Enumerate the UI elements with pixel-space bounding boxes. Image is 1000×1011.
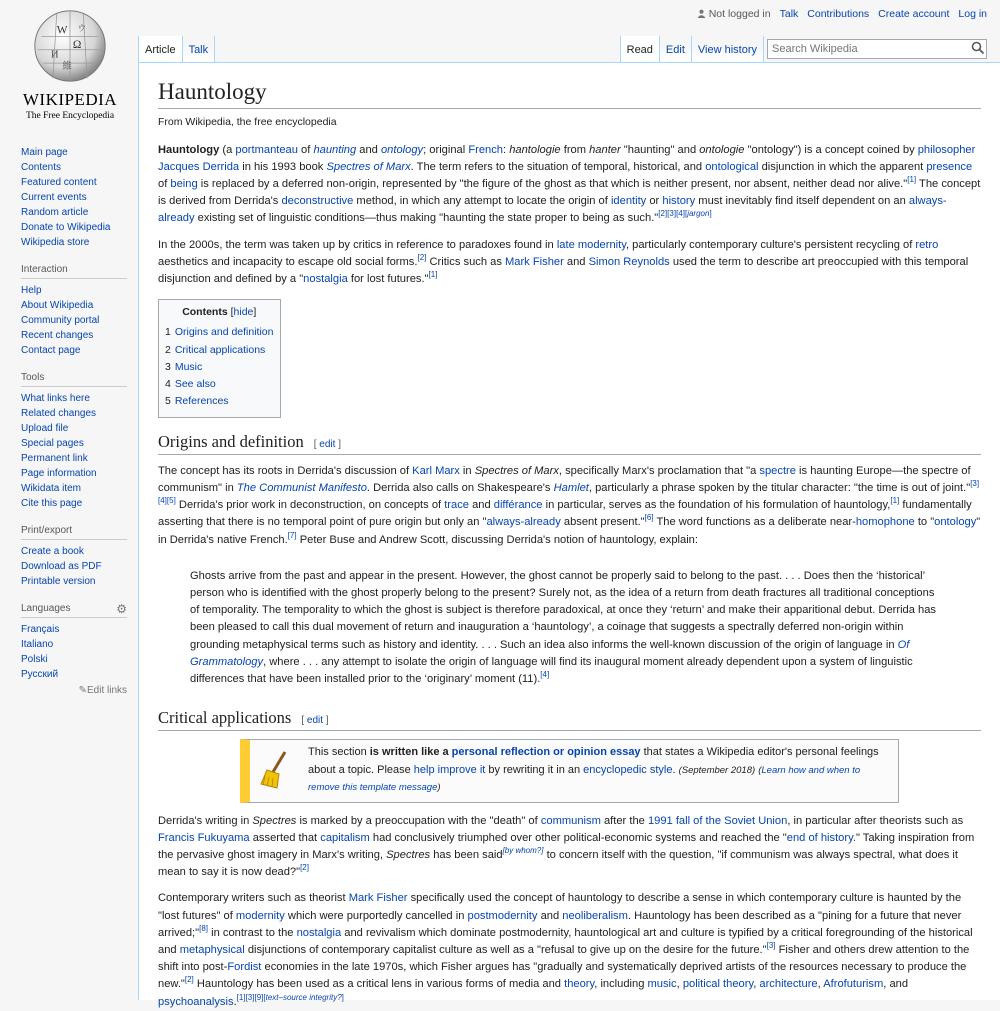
language-link-pl[interactable]: Polski (21, 654, 48, 665)
sidebar-item-create-book[interactable]: Create a book (21, 546, 84, 557)
contributions-link[interactable]: Contributions (807, 8, 870, 20)
pencil-icon: ✎ (78, 685, 87, 696)
sidebar-item-special-pages[interactable]: Special pages (21, 438, 84, 449)
sidebar-item-cite-this-page[interactable]: Cite this page (21, 498, 83, 509)
log-in-link[interactable]: Log in (958, 8, 987, 20)
portal-heading: Tools (21, 372, 127, 387)
sidebar-item-upload-file[interactable]: Upload file (21, 423, 69, 434)
talk-link[interactable]: Talk (779, 8, 799, 20)
portal-heading: Languages ⚙ (21, 602, 127, 616)
help-improve-link[interactable]: help improve it (413, 763, 486, 776)
cleanup-notice (240, 739, 899, 803)
not-logged-in: Not logged in (697, 8, 771, 20)
gear-icon[interactable]: ⚙ (116, 602, 127, 616)
wordmark: WIKIPEDIA (22, 90, 118, 109)
toc-item[interactable]: 5 References (165, 395, 229, 408)
main-content (138, 62, 1000, 1008)
toc-hide-link[interactable]: hide (233, 306, 254, 319)
svg-text:W: W (56, 24, 68, 37)
language-link-it[interactable]: Italiano (21, 639, 54, 650)
svg-text:Ω: Ω (72, 38, 82, 51)
sidebar-item-what-links-here[interactable]: What links here (21, 393, 90, 404)
view-tabs (620, 36, 764, 62)
tab-talk[interactable]: Talk (183, 36, 216, 62)
sidebar-item-about[interactable]: About Wikipedia (21, 300, 94, 311)
sidebar-item-download-pdf[interactable]: Download as PDF (21, 561, 102, 572)
toc-item[interactable]: 1 Origins and definition (165, 326, 274, 339)
origins-paragraph: The concept has its roots in Derrida's discussion of Karl Marx in Spectres of Marx, specifically Marx's proclamation that "a spectre is haunting Europe—the spectre of communism" in The Communist Manifesto. Derrida also calls on Shakespeare's Hamlet, particularly a phrase spoken by the titular character: "the time is out of joint."[3][4][5] Derrida's prior work in deconstruction, on concepts of trace and différance in particular, serves as the foundation of his formulation of hauntology,[1] fundamentally asserting that there is no temporal point of pure origin but only an "always-already absent present."[6] The word functions as a deliberate near-homophone to "ontology" in Derrida's native French.[7] Peter Buse and Andrew Scott, discussing Derrida's notion of hauntology, explain: (158, 464, 981, 546)
sidebar-item-page-information[interactable]: Page information (21, 468, 97, 479)
nav-portal (21, 145, 127, 250)
interaction-portal (21, 264, 127, 358)
lead-paragraph-1: Hauntology (a portmanteau of haunting and ontology; original French: hantologie from hanter "haunting" and ontologie "ontology") is a concept coined by philosopher Jacques Derrida in his 1993 book Spectres of Marx. The term refers to the situation of temporal, historical, and ontological disjunction in which the apparent presence of being is replaced by a deferred non-origin, represented by "the figure of the ghost as that which is neither present, nor absent, neither dead nor alive."[1] The concept is derived from Derrida's deconstructive method, in which any attempt to locate the origin of identity or history must inevitably find itself dependent on an always-already existing set of linguistic conditions—thus making "haunting the state proper to being as such."[2][3][4][jargon] (158, 143, 981, 225)
search-input[interactable] (767, 39, 987, 59)
tab-article[interactable]: Article (138, 36, 183, 62)
table-of-contents (158, 299, 281, 417)
sidebar-item-random-article[interactable]: Random article (21, 207, 89, 218)
namespace-tabs (138, 36, 215, 62)
tab-view-history[interactable]: View history (692, 36, 764, 62)
language-link-ru[interactable]: Русский (21, 669, 59, 680)
sidebar-item-contents[interactable]: Contents (21, 162, 62, 173)
svg-text:維: 維 (62, 61, 72, 72)
toc-item[interactable]: 3 Music (165, 360, 203, 373)
sidebar-item-contact-page[interactable]: Contact page (21, 345, 81, 356)
toc-title: Contents [hide] (182, 306, 257, 319)
languages-portal (21, 603, 127, 696)
tools-portal (21, 372, 127, 511)
section-heading-origins: Origins and definition [ edit ] (158, 432, 981, 455)
edit-links[interactable]: ✎Edit links (78, 685, 127, 696)
sidebar-item-permanent-link[interactable]: Permanent link (21, 453, 88, 464)
user-icon (697, 9, 706, 18)
sidebar-item-donate[interactable]: Donate to Wikipedia (21, 222, 111, 233)
sidebar-item-featured-content[interactable]: Featured content (21, 177, 97, 188)
wikipedia-logo[interactable] (18, 8, 122, 124)
tab-edit[interactable]: Edit (660, 36, 692, 62)
portal-heading: Print/export (21, 525, 127, 540)
svg-text:И: И (51, 49, 59, 61)
svg-text:ウ: ウ (77, 22, 87, 33)
sidebar-item-related-changes[interactable]: Related changes (21, 408, 97, 419)
sidebar (21, 145, 127, 710)
section-heading-critical: Critical applications [ edit ] (158, 708, 981, 731)
sidebar-item-help[interactable]: Help (21, 285, 42, 296)
critical-paragraph-2: Contemporary writers such as theorist Mark Fisher specifically used the concept of hauntology to describe a sense in which contemporary culture is haunted by the "lost futures" of modernity which were purportedly cancelled in postmodernity and neoliberalism. Hauntology has been described as a "pining for a future that never arrived;"[8] in contrast to the nostalgia and revivalism which dominate postmodernity, hauntological art and culture is typified by a critical foregrounding of the historical and metaphysical disjunctions of contemporary capitalist culture as well as a "refusal to give up on the desire for the future."[3] Fisher and others drew attention to the shift into post-Fordist economies in the late 1970s, which Fisher argues has "gradually and systematically deprived artists of the resources necessary to produce the new."[2] Hauntology has been used as a critical lens in various forms of media and theory, including music, political theory, architecture, Afrofuturism, and psychoanalysis.[1][3][9][text–source integrity?] (158, 892, 973, 1008)
edit-section-link[interactable]: edit (306, 715, 324, 727)
personal-tools (697, 8, 987, 20)
broom-icon (256, 744, 296, 797)
quote-block: Ghosts arrive from the past and appear in the present. However, the ghost cannot be properly said to belong to the past. . . . Does then the ‘historical’ person who is identified with the ghost properly belong to the present? Surely not, as the idea of a return from death fractures all traditional conceptions of temporality. The temporality to which the ghost is subject is therefore paradoxical, at once they ‘return’ and make their apparitional debut. Derrida has been pleased to call this dual movement of return and inauguration a ‘hauntology’, a coinage that suggests a spectrally deferred non-origin within grounding metaphysical terms such as history and identity. . . . Such an idea also informs the well-known discussion of the origin of language in Of Grammatology, where . . . any attempt to isolate the origin of language will find its inaugural moment already dependent upon a system of linguistic differences that have been installed prior to the ‘originary’ moment (11).[4] (190, 569, 936, 685)
sidebar-item-store[interactable]: Wikipedia store (21, 237, 90, 248)
print-portal (21, 525, 127, 589)
cleanup-notice-text: This section is written like a personal reflection or opinion essay that states a Wikipedia editor's personal feelings about a topic. Please help improve it by rewriting it in an encyclopedic style. (September 2018) (Learn how and when to remove this template message) (308, 746, 879, 794)
sidebar-item-community-portal[interactable]: Community portal (21, 315, 100, 326)
globe-icon (32, 8, 108, 84)
sidebar-item-printable-version[interactable]: Printable version (21, 576, 96, 587)
portal-heading: Interaction (21, 264, 127, 279)
search-icon[interactable] (971, 41, 985, 55)
lead-paragraph-2: In the 2000s, the term was taken up by critics in reference to paradoxes found in late modernity, particularly contemporary culture's persistent recycling of retro aesthetics and incapacity to escape old social forms.[2] Critics such as Mark Fisher and Simon Reynolds used the term to describe art preoccupied with this temporal disjunction and defined by a "nostalgia for lost futures."[1] (158, 238, 969, 286)
page-title: Hauntology (158, 78, 981, 109)
site-subtitle: From Wikipedia, the free encyclopedia (158, 115, 337, 128)
sidebar-item-main-page[interactable]: Main page (21, 147, 68, 158)
toc-item[interactable]: 4 See also (165, 378, 216, 391)
create-account-link[interactable]: Create account (878, 8, 950, 20)
encyclopedic-style-link[interactable]: encyclopedic style (583, 763, 673, 776)
tagline: The Free Encyclopedia (25, 111, 115, 121)
essay-link[interactable]: personal reflection or opinion essay (451, 746, 641, 759)
toc-item[interactable]: 2 Critical applications (165, 343, 266, 356)
sidebar-item-current-events[interactable]: Current events (21, 192, 87, 203)
critical-paragraph-1: Derrida's writing in Spectres is marked by a preoccupation with the "death" of communism after the 1991 fall of the Soviet Union, in particular after theorists such as Francis Fukuyama asserted that capitalism had conclusively triumphed over other political-economic systems and reached the "end of history." Taking inspiration from the pervasive ghost imagery in Marx's writing, Spectres has been said[by whom?] to concern itself with the question, "if communism was always spectral, what does it mean to say it is now dead?"[2] (158, 814, 975, 879)
sidebar-item-recent-changes[interactable]: Recent changes (21, 330, 94, 341)
language-link-fr[interactable]: Français (21, 624, 60, 635)
tab-read[interactable]: Read (620, 36, 660, 62)
sidebar-item-wikidata-item[interactable]: Wikidata item (21, 483, 82, 494)
edit-section-link[interactable]: edit (319, 438, 336, 450)
learn-remove-link[interactable]: Learn how and when to remove this template message (308, 764, 861, 794)
